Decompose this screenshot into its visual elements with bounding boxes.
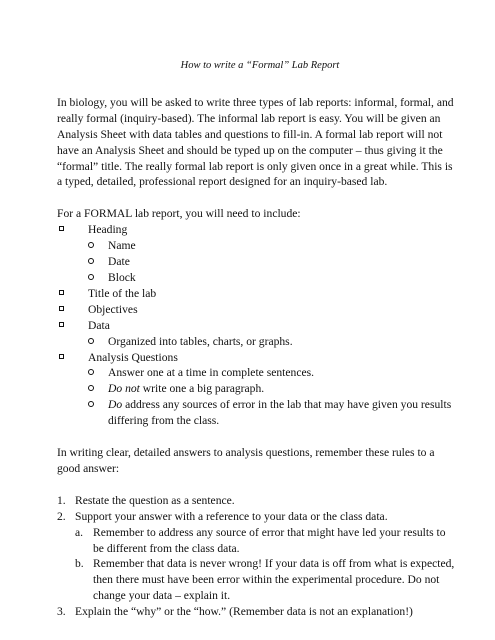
data-sublist [88,334,459,350]
sublist-item-answer [88,365,459,381]
rule-subnumber: b. [75,557,84,571]
circle-bullet-icon [88,242,94,248]
rule-item [57,604,459,620]
emphasis-text: Do [108,398,123,412]
sublist-item-do [88,397,459,429]
circle-bullet-icon [88,369,94,375]
rule-subtext: Remember that data is never wrong! If your data is off from what is expected, then there must have been error within the experimental procedure. Do not change your data – explain it. [93,557,455,603]
intro-paragraph: In biology, you will be asked to write three types of lab reports: informal, formal, and really formal (inquiry-based). The informal lab report is easy. You will be given an Analysis Sheet with data tables and questions to fill-in. A formal lab report will not have an Analysis Sheet and should be typed up on the computer – thus giving it the “formal” title. The really formal lab report is only given once in a great while. This is a typed, detailed, professional report designed for an inquiry-based lab. [57,95,454,189]
rule-number: 3. [57,605,66,619]
rule-item [57,509,459,604]
sublist-item-label: write one a big paragraph. [139,382,265,396]
rule-text: Explain the “why” or the “how.” (Remember data is not an explanation!) [75,605,413,619]
heading-sublist [88,238,459,286]
sublist-item-do-not [88,381,459,397]
rule-subnumber: a. [75,525,84,539]
analysis-sublist [88,365,459,429]
sublist-item-date [88,254,459,270]
sublist-item-label: Name [108,239,136,253]
circle-bullet-icon [88,338,94,344]
sublist-item-block [88,270,459,286]
include-lead: For a FORMAL lab report, you will need to include: [57,207,301,221]
list-item-objectives [57,302,459,318]
list-item-label: Data [88,318,110,332]
sublist-item-label: Block [108,270,136,284]
list-item-label: Objectives [88,302,138,316]
list-item-label: Heading [88,223,128,237]
circle-bullet-icon [88,385,94,391]
circle-bullet-icon [88,258,94,264]
square-bullet-icon [59,322,64,327]
circle-bullet-icon [88,401,94,407]
emphasis-text: Do not [108,382,140,396]
rule-sublist [75,525,459,605]
sublist-item-label: Organized into tables, charts, or graphs. [108,334,293,348]
circle-bullet-icon [88,274,94,280]
sublist-item-name [88,238,459,254]
square-bullet-icon [59,290,64,295]
rule-text: Support your answer with a reference to your data or the class data. [75,509,388,523]
rule-subitem [75,525,459,557]
rule-subitem [75,556,459,604]
document-title: How to write a “Formal” Lab Report [180,60,340,71]
list-item-title [57,286,459,302]
square-bullet-icon [59,354,64,359]
list-item-analysis [57,350,459,430]
include-list [57,222,459,429]
sublist-item-label: Answer one at a time in complete sentences. [108,366,315,380]
rules-intro: In writing clear, detailed answers to analysis questions, remember these rules to a good answer: [57,446,435,475]
list-item-label: Analysis Questions [88,350,178,364]
rule-subtext: Remember to address any source of error that might have led your results to be different from the class data. [93,525,446,555]
list-item-label: Title of the lab [88,286,157,300]
rules-list [57,493,459,620]
rule-number: 2. [57,509,66,523]
square-bullet-icon [59,306,64,311]
square-bullet-icon [59,226,64,231]
rule-item [57,493,459,509]
rule-text: Restate the question as a sentence. [75,493,235,507]
rule-number: 1. [57,493,66,507]
list-item-heading [57,222,459,286]
sublist-item-label: address any sources of error in the lab that may have given you results differing from the class. [108,398,452,428]
sublist-item-label: Date [108,255,130,269]
list-item-data [57,318,459,350]
sublist-item-organized [88,334,459,350]
